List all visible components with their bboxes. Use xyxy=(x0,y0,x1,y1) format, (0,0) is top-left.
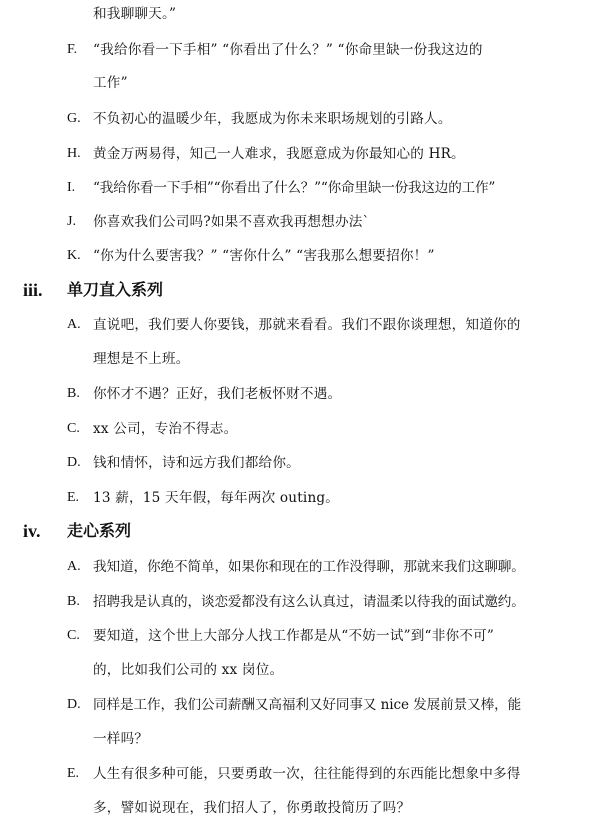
section-number: iv. xyxy=(23,521,41,541)
item-text-continuation: 一样吗？ xyxy=(93,731,149,747)
item-text: 人生有很多种可能，只要勇敢一次，往往能得到的东西能比想象中多得 xyxy=(93,766,521,782)
item-letter: B. xyxy=(67,594,80,609)
continuation-text: 和我聊聊天。” xyxy=(93,6,177,22)
item-text: xx 公司，专治不得志。 xyxy=(93,421,238,437)
item-letter: F. xyxy=(67,42,78,57)
item-text-continuation: 的，比如我们公司的 xx 岗位。 xyxy=(93,662,284,678)
item-letter: C. xyxy=(67,421,80,436)
item-letter: J. xyxy=(67,214,76,229)
item-letter: D. xyxy=(67,697,81,712)
item-letter: H. xyxy=(67,146,81,161)
item-text: 你怀才不遇？正好，我们老板怀财不遇。 xyxy=(93,386,342,402)
item-text: 我知道，你绝不简单，如果你和现在的工作没得聊，那就来我们这聊聊。 xyxy=(93,559,525,575)
item-letter: E. xyxy=(67,766,80,781)
item-letter: A. xyxy=(67,559,81,574)
item-letter: I. xyxy=(67,180,76,195)
item-text: “我给你看一下手相”“你看出了什么？”“你命里缺一份我这边的工作” xyxy=(93,180,496,196)
item-letter: K. xyxy=(67,248,81,263)
item-text: 招聘我是认真的，谈恋爱都没有这么认真过，请温柔以待我的面试邀约。 xyxy=(93,594,525,610)
item-text: 你喜欢我们公司吗?如果不喜欢我再想想办法` xyxy=(93,214,370,230)
item-letter: D. xyxy=(67,455,81,470)
item-text: “你为什么要害我？” “害你什么” “害我那么想要招你！” xyxy=(93,248,435,264)
item-letter: B. xyxy=(67,386,80,401)
item-text: 钱和情怀，诗和远方我们都给你。 xyxy=(93,455,300,471)
item-text-continuation: 多，譬如说现在，我们招人了，你勇敢投简历了吗？ xyxy=(93,800,411,816)
item-text: 直说吧，我们要人你要钱，那就来看看。我们不跟你谈理想，知道你的 xyxy=(93,317,521,333)
item-letter: E. xyxy=(67,490,80,505)
item-letter: A. xyxy=(67,317,81,332)
item-text: 黄金万两易得，知己一人难求，我愿意成为你最知心的 HR。 xyxy=(93,146,465,162)
item-text: “我给你看一下手相” “你看出了什么？” “你命里缺一份我这边的 xyxy=(93,42,483,58)
item-letter: G. xyxy=(67,111,81,126)
item-text: 13 薪，15 天年假，每年两次 outing。 xyxy=(93,490,340,506)
section-title: 单刀直入系列 xyxy=(67,280,164,299)
item-text: 同样是工作，我们公司薪酬又高福利又好同事又 nice 发展前景又棒，能 xyxy=(93,697,522,713)
section-number: iii. xyxy=(23,280,43,300)
item-text-continuation: 工作” xyxy=(93,75,128,91)
item-text: 不负初心的温暖少年，我愿成为你未来职场规划的引路人。 xyxy=(93,111,452,127)
section-title: 走心系列 xyxy=(67,521,132,540)
item-letter: C. xyxy=(67,628,80,643)
item-text: 要知道，这个世上大部分人找工作都是从“不妨一试”到“非你不可” xyxy=(93,628,495,644)
item-text-continuation: 理想是不上班。 xyxy=(93,351,190,367)
